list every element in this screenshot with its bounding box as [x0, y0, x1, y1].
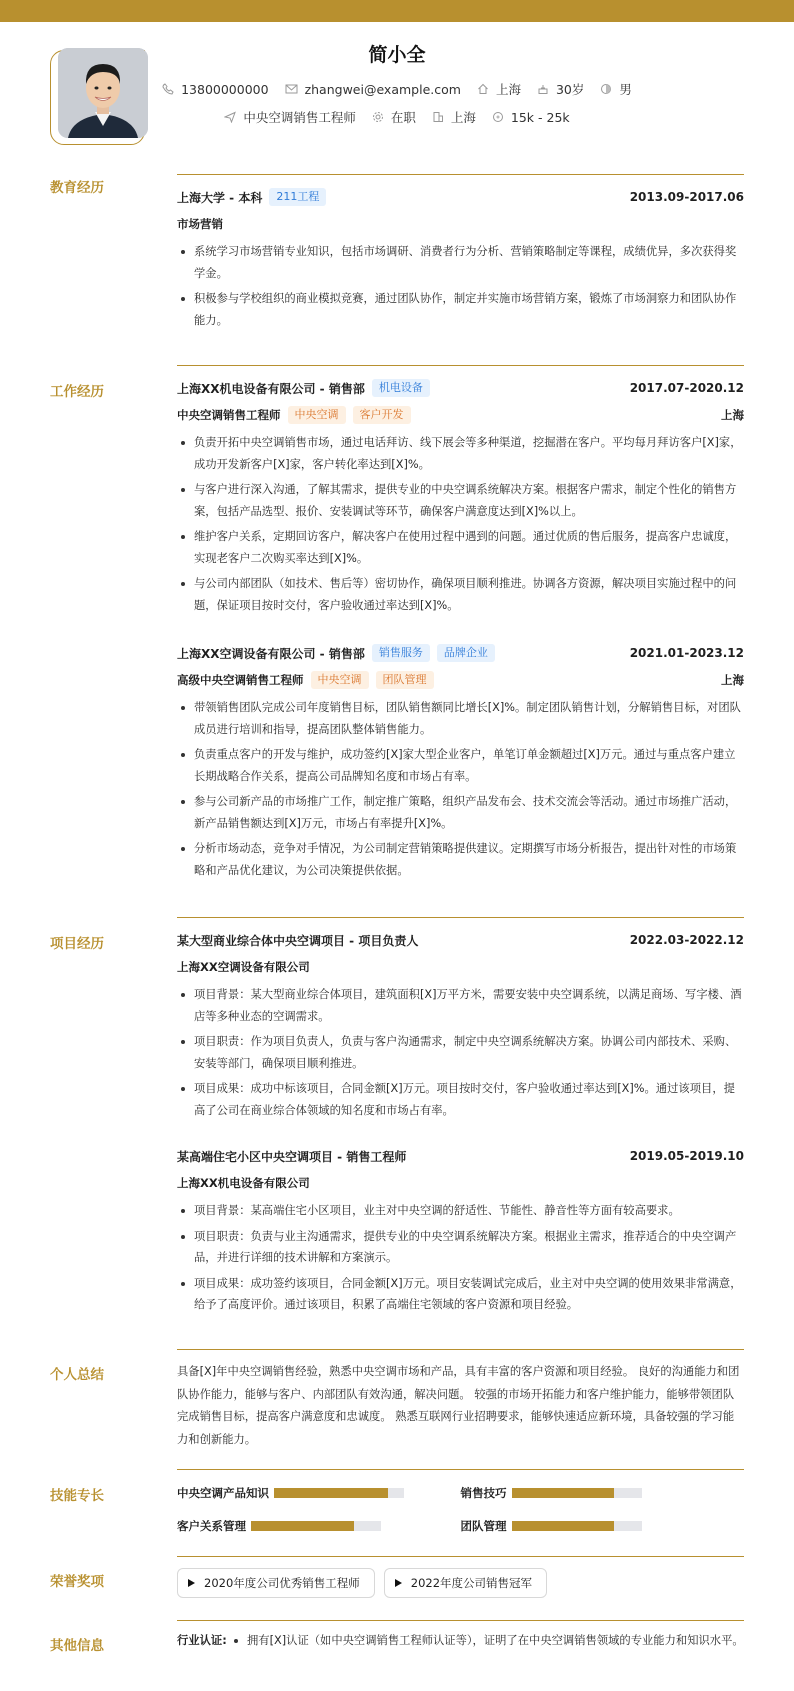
- company-tag: 品牌企业: [437, 644, 495, 662]
- list-item: 项目背景：某高端住宅小区项目，业主对中央空调的舒适性、节能性、静音性等方面有较高要求。: [177, 1200, 744, 1222]
- awards-body: [177, 1568, 744, 1598]
- section-divider: [177, 1620, 744, 1621]
- list-item: 带领销售团队完成公司年度销售目标，团队销售额同比增长[X]%。制定团队销售计划，分解销售目标，对团队成员进行培训和指导，提高团队整体销售能力。: [177, 697, 744, 740]
- skill-row: [177, 1516, 744, 1536]
- skill-item: [177, 1518, 461, 1534]
- list-item: 拥有[X]认证（如中央空调销售工程师认证等），证明了在中央空调销售领域的专业能力和知识水平。: [230, 1630, 744, 1652]
- summary-title: 个人总结: [50, 1367, 104, 1383]
- role-location: 上海: [721, 408, 744, 422]
- city-text: 上海: [495, 82, 521, 97]
- section-divider: [177, 174, 744, 175]
- mail-icon: [285, 83, 298, 95]
- project-name: 某高端住宅小区中央空调项目 - 销售工程师: [177, 1149, 407, 1164]
- list-item: 系统学习市场营销专业知识，包括市场调研、消费者行为分析、营销策略制定等课程，成绩优异，多次获得奖学金。: [177, 241, 744, 284]
- play-icon: [188, 1579, 195, 1587]
- project-date: 2019.05-2019.10: [629, 1149, 744, 1163]
- skill-bar: [274, 1488, 404, 1498]
- skill-row: [177, 1483, 744, 1503]
- role-tag: 团队管理: [376, 671, 434, 689]
- project-header: [177, 1146, 744, 1166]
- target-role-text: 中央空调销售工程师: [243, 110, 356, 125]
- company-tag: 销售服务: [372, 644, 430, 662]
- skill-name: 中央空调产品知识: [177, 1486, 269, 1500]
- education-date: 2013.09-2017.06: [629, 190, 744, 204]
- list-item: 项目职责：负责与业主沟通需求，提供专业的中央空调系统解决方案。根据业主需求，推荐适合的中央空调产品，并进行详细的技术讲解和方案演示。: [177, 1226, 744, 1269]
- city-item: [477, 80, 521, 98]
- project-entry-2: [177, 1146, 744, 1320]
- certification-label: 行业认证:: [177, 1634, 227, 1647]
- skill-bar: [512, 1488, 642, 1498]
- company-name: 上海XX空调设备有限公司 - 销售部: [177, 646, 365, 661]
- role-tag: 中央空调: [288, 406, 346, 424]
- send-icon: [224, 111, 236, 123]
- skill-name: 团队管理: [460, 1519, 507, 1533]
- project-bullets: [177, 1200, 744, 1316]
- role-tag: 中央空调: [311, 671, 369, 689]
- contact-info-row: [0, 80, 794, 98]
- summary-text: 具备[X]年中央空调销售经验，熟悉中央空调市场和产品，具有丰富的客户资源和项目经验。 良好的沟通能力和团队协作能力，能够与客户、内部团队有效沟通，解决问题。 较强的市场开拓能力和客户维护能力，能够带领团队完成销售目标，提高客户满意度和忠诚度。 熟悉互联网行业招聘要求，能够快速适应新环境，具备较强的学习能力和创新能力。: [177, 1365, 740, 1446]
- target-city-item: [432, 108, 476, 126]
- skill-fill: [512, 1488, 615, 1498]
- skills-title: 技能专长: [50, 1488, 104, 1504]
- project-company-row: [177, 957, 744, 977]
- work-bullets: [177, 432, 744, 616]
- work-entry-header: [177, 643, 744, 663]
- work-entry-2: [177, 643, 744, 885]
- list-item: 项目职责：作为项目负责人，负责与客户沟通需求，制定中央空调系统解决方案。协调公司内部技术、采购、安装等部门，确保项目顺利推进。: [177, 1031, 744, 1074]
- school-tag: 211工程: [269, 188, 326, 206]
- age-item: [537, 80, 584, 98]
- list-item: 分析市场动态，竞争对手情况，为公司制定营销策略提供建议。定期撰写市场分析报告，提出针对性的市场策略和产品优化建议，为公司决策提供依据。: [177, 838, 744, 881]
- work-date: 2017.07-2020.12: [629, 381, 744, 395]
- target-city-text: 上海: [450, 110, 476, 125]
- skill-item: [461, 1518, 745, 1534]
- project-bullets: [177, 984, 744, 1121]
- gear-icon: [372, 111, 384, 123]
- list-item: 积极参与学校组织的商业模拟竞赛，通过团队协作，制定并实施市场营销方案，锻炼了市场洞察力和团队协作能力。: [177, 288, 744, 331]
- major-name: 市场营销: [177, 217, 223, 231]
- salary-text: 15k - 25k: [510, 109, 570, 125]
- project-date: 2022.03-2022.12: [629, 933, 744, 947]
- age-text: 30岁: [555, 82, 585, 97]
- projects-title: 项目经历: [50, 936, 104, 952]
- skill-bar: [251, 1521, 381, 1531]
- awards-title: 荣誉奖项: [50, 1574, 104, 1590]
- phone-text: 13800000000: [181, 81, 269, 97]
- email-item: [285, 82, 461, 97]
- section-divider: [177, 1469, 744, 1470]
- role-name: 中央空调销售工程师: [177, 408, 281, 422]
- section-divider: [177, 1556, 744, 1557]
- skill-fill: [274, 1488, 388, 1498]
- cake-icon: [537, 83, 549, 95]
- other-body: [177, 1630, 744, 1656]
- role-row: [177, 405, 744, 425]
- list-item: 项目成果：成功签约该项目，合同金额[X]万元。项目安装调试完成后，业主对中央空调的使用效果非常满意，给予了高度评价。通过该项目，积累了高端住宅领域的客户资源和项目经验。: [177, 1273, 744, 1316]
- list-item: 项目背景：某大型商业综合体项目，建筑面积[X]万平方米，需要安装中央空调系统，以满足商场、写字楼、酒店等多种业态的空调需求。: [177, 984, 744, 1027]
- work-title: 工作经历: [50, 384, 104, 400]
- skill-bar: [512, 1521, 642, 1531]
- list-item: 参与公司新产品的市场推广工作，制定推广策略，组织产品发布会、技术交流会等活动。通过市场推广活动，新产品销售额达到[X]万元，市场占有率提升[X]%。: [177, 791, 744, 834]
- company-tag: 机电设备: [372, 379, 430, 397]
- section-divider: [177, 365, 744, 366]
- project-company: 上海XX机电设备有限公司: [177, 1176, 310, 1190]
- school-name: 上海大学 - 本科: [177, 190, 263, 205]
- award-item: [384, 1568, 547, 1598]
- list-item: 项目成果：成功中标该项目，合同金额[X]万元。项目按时交付，客户验收通过率达到[X]%。通过该项目，提高了公司在商业综合体领域的知名度和市场占有率。: [177, 1078, 744, 1121]
- home-icon: [477, 83, 489, 95]
- list-item: 负责重点客户的开发与维护，成功签约[X]家大型企业客户，单笔订单金额超过[X]万元。通过与重点客户建立长期战略合作关系，提高公司品牌知名度和市场占有率。: [177, 744, 744, 787]
- gender-icon: [600, 83, 612, 95]
- awards-list: [177, 1568, 744, 1598]
- list-item: 维护客户关系，定期回访客户，解决客户在使用过程中遇到的问题。通过优质的售后服务，提高客户忠诚度，实现老客户二次购买率达到[X]%。: [177, 526, 744, 569]
- list-item: 与公司内部团队（如技术、售后等）密切协作，确保项目顺利推进。协调各方资源，解决项目实施过程中的问题，保证项目按时交付，客户验收通过率达到[X]%。: [177, 573, 744, 616]
- major-row: [177, 214, 744, 234]
- project-name: 某大型商业综合体中央空调项目 - 项目负责人: [177, 933, 419, 948]
- salary-item: [492, 110, 570, 125]
- project-company: 上海XX空调设备有限公司: [177, 960, 310, 974]
- award-item: [177, 1568, 375, 1598]
- skill-item: [461, 1485, 745, 1501]
- project-entry-1: [177, 930, 744, 1125]
- award-label: 2020年度公司优秀销售工程师: [204, 1576, 360, 1590]
- skill-fill: [251, 1521, 354, 1531]
- work-date: 2021.01-2023.12: [629, 646, 744, 660]
- certification-bullets: [230, 1630, 744, 1656]
- skill-name: 客户关系管理: [177, 1519, 246, 1533]
- skills-body: [177, 1483, 744, 1536]
- target-role-item: [224, 108, 356, 126]
- building-icon: [432, 111, 444, 123]
- work-entry-1: [177, 378, 744, 620]
- gender-text: 男: [619, 82, 632, 97]
- work-entry-header: [177, 378, 744, 398]
- role-tag: 客户开发: [353, 406, 411, 424]
- project-company-row: [177, 1173, 744, 1193]
- education-bullets: [177, 241, 744, 331]
- play-icon: [395, 1579, 402, 1587]
- role-location: 上海: [721, 673, 744, 687]
- phone-icon: [162, 83, 174, 95]
- education-header: [177, 187, 744, 207]
- candidate-name: 简小全: [368, 44, 426, 66]
- email-text: zhangwei@example.com: [304, 81, 461, 97]
- role-row: [177, 670, 744, 690]
- company-name: 上海XX机电设备有限公司 - 销售部: [177, 381, 365, 396]
- work-bullets: [177, 697, 744, 881]
- list-item: 与客户进行深入沟通，了解其需求，提供专业的中央空调系统解决方案。根据客户需求，制定个性化的销售方案，包括产品选型、报价、安装调试等环节，确保客户满意度达到[X]%以上。: [177, 479, 744, 522]
- project-header: [177, 930, 744, 950]
- section-divider: [177, 917, 744, 918]
- gender-item: [600, 80, 632, 98]
- education-body: [177, 187, 744, 335]
- education-title: 教育经历: [50, 180, 104, 196]
- certification-row: [177, 1630, 744, 1656]
- list-item: 负责开拓中央空调销售市场，通过电话拜访、线下展会等多种渠道，挖掘潜在客户。平均每月拜访客户[X]家，成功开发新客户[X]家，客户转化率达到[X]%。: [177, 432, 744, 475]
- section-divider: [177, 1349, 744, 1350]
- other-title: 其他信息: [50, 1638, 104, 1654]
- status-text: 在职: [390, 110, 416, 125]
- top-accent-bar: [0, 0, 794, 22]
- skill-name: 销售技巧: [460, 1486, 507, 1500]
- role-name: 高级中央空调销售工程师: [177, 673, 304, 687]
- award-label: 2022年度公司销售冠军: [410, 1576, 533, 1590]
- skill-item: [177, 1485, 461, 1501]
- phone-item: [162, 82, 268, 97]
- skill-fill: [512, 1521, 615, 1531]
- status-item: [372, 108, 416, 126]
- job-info-row: [0, 108, 794, 126]
- salary-icon: [492, 111, 504, 123]
